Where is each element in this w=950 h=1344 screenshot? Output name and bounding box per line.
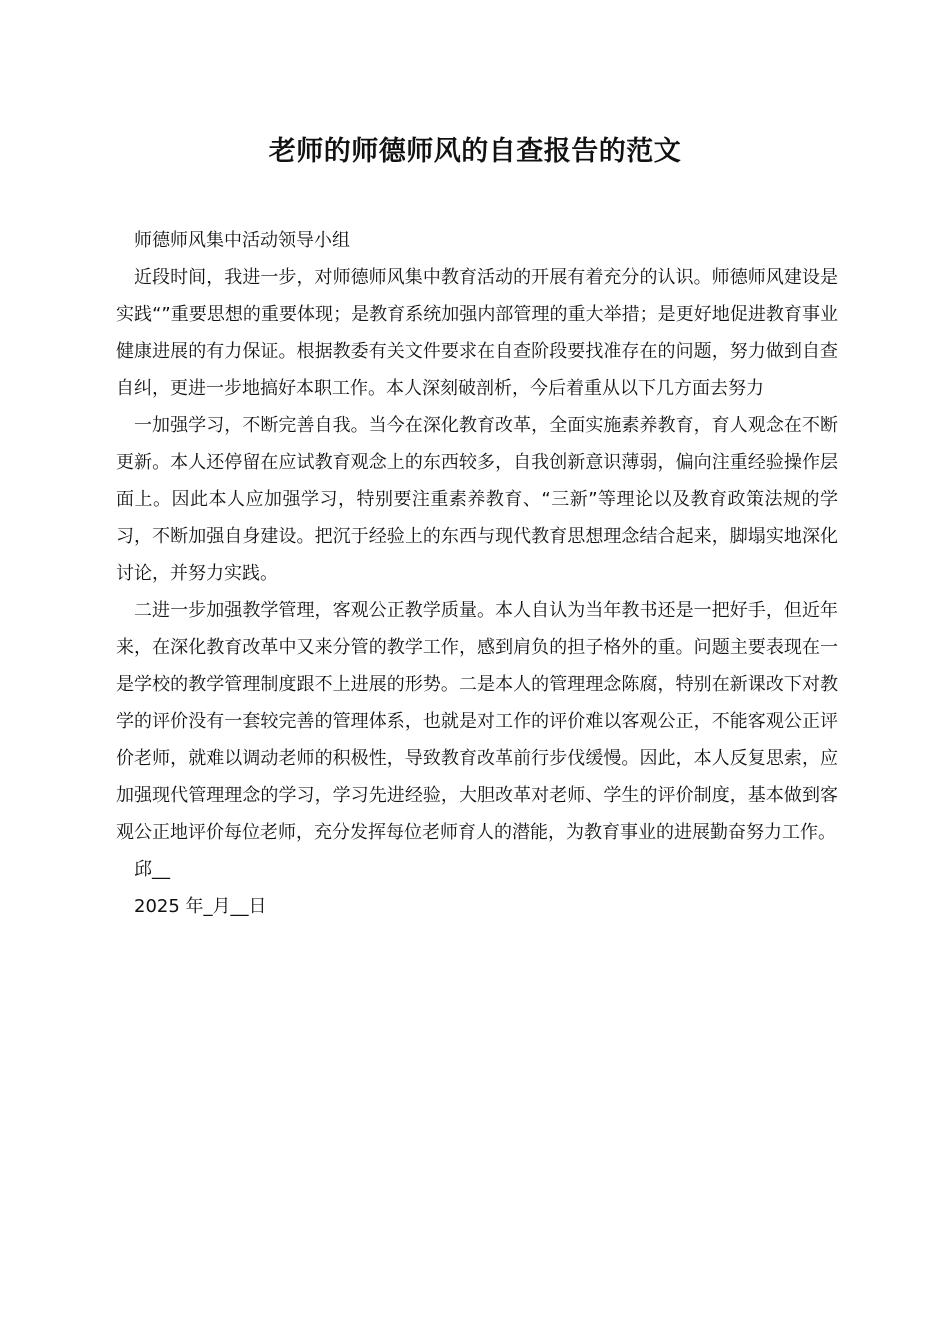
paragraph-point-one: 一加强学习，不断完善自我。当今在深化教育改革，全面实施素养教育，育人观念在不断更新。本人还停留在应试教育观念上的东西较多，自我创新意识薄弱，偏向注重经验操作层面上。因此本人应加强学习，特别要注重素养教育、“三新”等理论以及教育政策法规的学习，不断加强自身建设。把沉于经验上的东西与现代教育思想理念结合起来，脚塌实地深化讨论，并努力实践。	[116, 415, 838, 584]
document-title: 老师的师德师风的自查报告的范文	[268, 136, 682, 167]
document-body	[116, 222, 838, 925]
salutation: 师德师风集中活动领导小组	[134, 230, 350, 251]
paragraph-intro: 近段时间，我进一步，对师德师风集中教育活动的开展有着充分的认识。师德师风建设是实践“”重要思想的重要体现；是教育系统加强内部管理的重大举措；是更好地促进教育事业健康进展的有力保证。根据教委有关文件要求在自查阶段要找准存在的问题，努力做到自查自纠，更进一步地搞好本职工作。本人深刻破剖析，今后着重从以下几方面去努力	[116, 267, 838, 399]
signature: 邱__	[134, 859, 170, 880]
date-line: 2025 年_月__日	[134, 896, 267, 917]
paragraph-point-two: 二进一步加强教学管理，客观公正教学质量。本人自认为当年教书还是一把好手，但近年来，在深化教育改革中又来分管的教学工作，感到肩负的担子格外的重。问题主要表现在一是学校的教学管理制度跟不上进展的形势。二是本人的管理理念陈腐，特别在新课改下对教学的评价没有一套较完善的管理体系，也就是对工作的评价难以客观公正，不能客观公正评价老师，就难以调动老师的积极性，导致教育改革前行步伐缓慢。因此，本人反复思索，应加强现代管理理念的学习，学习先进经验，大胆改革对老师、学生的评价制度，基本做到客观公正地评价每位老师，充分发挥每位老师育人的潜能，为教育事业的进展勤奋努力工作。	[116, 600, 838, 843]
